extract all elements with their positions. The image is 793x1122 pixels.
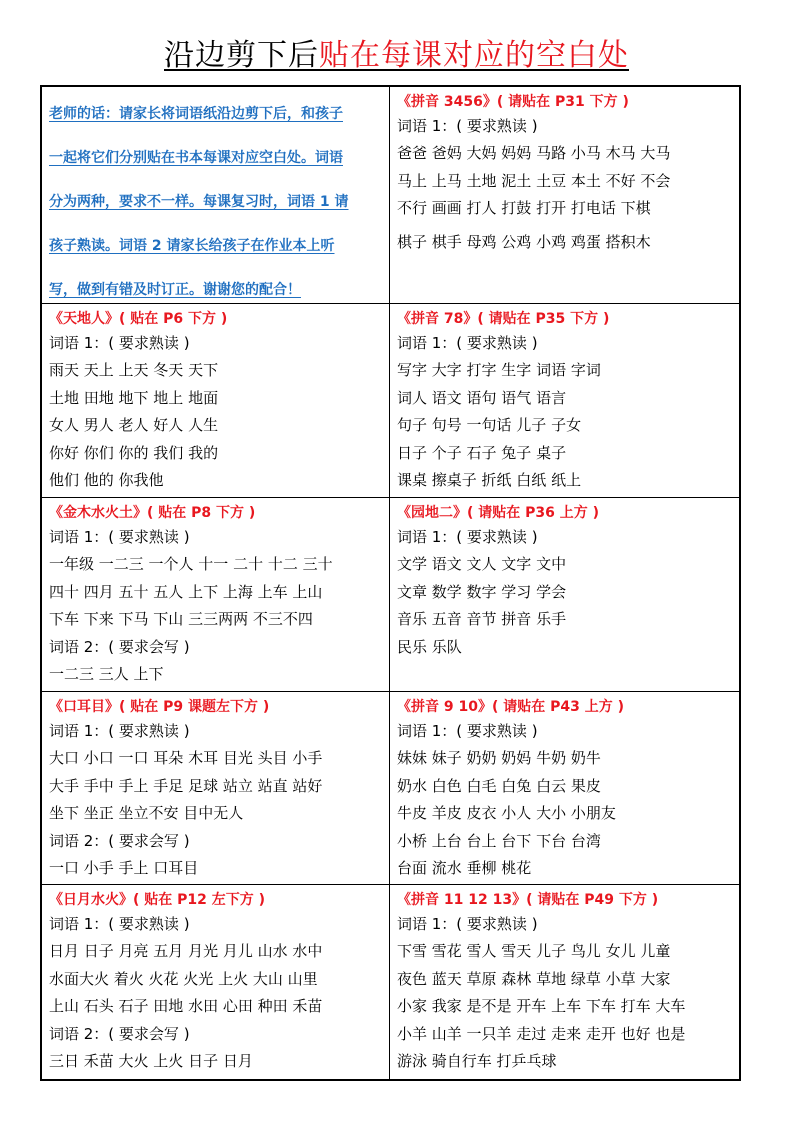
word-line: 棋子 棋手 母鸡 公鸡 小鸡 鸡蛋 搭积木 [397, 232, 651, 251]
word-line: 爸爸 爸妈 大妈 妈妈 马路 小马 木马 大马 [397, 144, 671, 163]
word-line: 词语 2：( 要求会写 ) [49, 637, 190, 656]
word-line: 课桌 擦桌子 折纸 白纸 纸上 [397, 471, 582, 490]
word-line: 你好 你们 你的 我们 我的 [49, 443, 219, 462]
word-line: 民乐 乐队 [397, 637, 462, 656]
word-line: 词语 2：( 要求会写 ) [49, 831, 190, 850]
word-line: 词语 1：( 要求熟读 ) [49, 915, 190, 933]
cell-header: 《日月水火》( 贴在 P12 左下方 ) [49, 892, 266, 908]
title-red: 贴在每课对应的空白处 [319, 38, 629, 73]
word-line: 他们 他的 你我他 [49, 471, 164, 490]
word-line: 妹妹 妹子 奶奶 奶妈 牛奶 奶牛 [397, 749, 601, 768]
word-line: 文章 数学 数字 学习 学会 [397, 582, 567, 601]
word-line: 句子 句号 一句话 儿子 子女 [397, 416, 582, 435]
cell-header: 《拼音 3456》( 请贴在 P31 下方 ) [397, 94, 629, 110]
word-line: 小家 我家 是不是 开车 上车 下车 打车 大车 [397, 997, 686, 1016]
word-line: 词语 2：( 要求会写 ) [49, 1024, 190, 1043]
word-line: 一年级 一二三 一个人 十一 二十 十二 三十 [49, 555, 333, 574]
word-line: 词语 1：( 要求熟读 ) [397, 915, 538, 933]
note-line: 老师的话：请家长将词语纸沿边剪下后，和孩子 [49, 106, 343, 122]
word-line: 词语 1：( 要求熟读 ) [397, 334, 538, 352]
word-line: 文学 语文 文人 文字 文中 [397, 555, 567, 574]
cell-jinmushuihuotu [42, 498, 390, 692]
cell-header: 《金木水火土》( 贴在 P8 下方 ) [49, 505, 256, 521]
note-line: 一起将它们分别贴在书本每课对应空白处。词语 [49, 150, 343, 166]
word-line: 游泳 骑自行车 打乒乓球 [397, 1052, 557, 1071]
word-line: 词语 1：( 要求熟读 ) [49, 334, 190, 352]
cell-header: 《拼音 11 12 13》( 请贴在 P49 下方 ) [397, 892, 659, 908]
word-line: 一二三 三人 上下 [49, 665, 164, 684]
word-line: 日月 日子 月亮 五月 月光 月儿 山水 水中 [49, 942, 323, 961]
word-line: 下雪 雪花 雪人 雪天 儿子 鸟儿 女儿 儿童 [397, 942, 671, 961]
cell-header: 《拼音 78》( 请贴在 P35 下方 ) [397, 311, 610, 327]
word-line: 雨天 天上 上天 冬天 天下 [49, 361, 219, 380]
word-line: 坐下 坐正 坐立不安 目中无人 [49, 804, 244, 823]
teacher-note-cell [42, 87, 390, 304]
word-line: 词语 1：( 要求熟读 ) [397, 528, 538, 546]
cell-header: 《口耳目》( 贴在 P9 课题左下方 ) [49, 699, 270, 715]
cell-header: 《园地二》( 请贴在 P36 上方 ) [397, 505, 600, 521]
word-line: 奶水 白色 白毛 白兔 白云 果皮 [397, 776, 601, 795]
word-line: 音乐 五音 音节 拼音 乐手 [397, 610, 567, 629]
page-title [0, 34, 793, 78]
cell-riyueshuihuo [42, 885, 390, 1079]
word-line: 水面大火 着火 火花 火光 上火 大山 山里 [49, 969, 318, 988]
cell-pinyin-9-10 [390, 692, 739, 885]
word-line: 词语 1：( 要求熟读 ) [49, 528, 190, 546]
word-line: 三日 禾苗 大火 上火 日子 日月 [49, 1052, 253, 1071]
word-line: 日子 个子 石子 兔子 桌子 [397, 443, 567, 462]
word-line: 牛皮 羊皮 皮衣 小人 大小 小朋友 [397, 804, 616, 823]
word-line: 女人 男人 老人 好人 人生 [49, 416, 219, 435]
note-line: 写，做到有错及时订正。谢谢您的配合！ [49, 282, 301, 298]
word-line: 不行 画画 打人 打鼓 打开 打电话 下棋 [397, 199, 651, 218]
word-line: 四十 四月 五十 五人 上下 上海 上车 上山 [49, 582, 323, 601]
word-line: 大口 小口 一口 耳朵 木耳 目光 头目 小手 [49, 749, 323, 768]
title-black: 沿边剪下后 [164, 38, 319, 73]
vocabulary-grid [40, 85, 741, 1081]
cell-kouermu [42, 692, 390, 885]
cell-header: 《拼音 9 10》( 请贴在 P43 上方 ) [397, 699, 625, 715]
word-line: 夜色 蓝天 草原 森林 草地 绿草 小草 大家 [397, 969, 671, 988]
word-line: 词人 语文 语句 语气 语言 [397, 388, 567, 407]
cell-pinyin-78 [390, 304, 739, 498]
note-line: 分为两种，要求不一样。每课复习时，词语 1 请 [49, 194, 349, 210]
cell-pinyin-3456 [390, 87, 739, 304]
word-line: 小桥 上台 台上 台下 下台 台湾 [397, 831, 601, 850]
word-line: 词语 1：( 要求熟读 ) [397, 722, 538, 740]
word-line: 台面 流水 垂柳 桃花 [397, 859, 532, 878]
cell-pinyin-11-12-13 [390, 885, 739, 1079]
word-line: 小羊 山羊 一只羊 走过 走来 走开 也好 也是 [397, 1024, 686, 1043]
cell-tiandiren [42, 304, 390, 498]
word-line: 写字 大字 打字 生字 词语 字词 [397, 361, 601, 380]
note-line: 孩子熟读。词语 2 请家长给孩子在作业本上听 [49, 238, 335, 254]
cell-yuandi-2 [390, 498, 739, 692]
cell-header: 《天地人》( 贴在 P6 下方 ) [49, 311, 228, 327]
word-line: 一口 小手 手上 口耳目 [49, 859, 199, 878]
word-line: 土地 田地 地下 地上 地面 [49, 388, 219, 407]
word-line: 大手 手中 手上 手足 足球 站立 站直 站好 [49, 776, 323, 795]
teacher-note [49, 91, 383, 304]
word-line: 下车 下来 下马 下山 三三两两 不三不四 [49, 610, 313, 629]
word-line: 上山 石头 石子 田地 水田 心田 种田 禾苗 [49, 997, 323, 1016]
word-line: 马上 上马 土地 泥土 土豆 本土 不好 不会 [397, 171, 671, 190]
word-line: 词语 1：( 要求熟读 ) [397, 117, 538, 135]
word-line: 词语 1：( 要求熟读 ) [49, 722, 190, 740]
